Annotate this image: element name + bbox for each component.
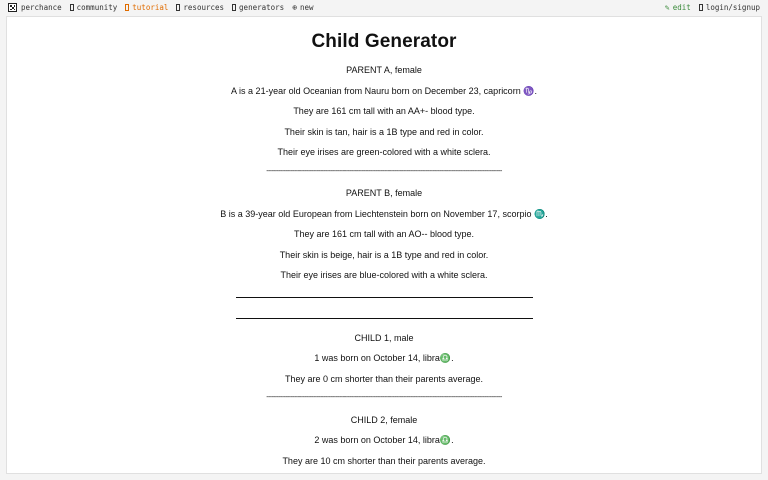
generator-output-panel	[6, 16, 762, 474]
tutorial-icon	[125, 4, 129, 11]
child-1-height: They are 0 cm shorter than their parents average.	[284, 373, 484, 384]
parent-b-intro	[7, 208, 761, 229]
nav-edit[interactable]	[665, 3, 691, 12]
generators-icon	[232, 4, 236, 11]
child-2-birth	[7, 434, 761, 455]
nav-community-label: community	[76, 3, 118, 12]
plus-circle-icon: ⊕	[292, 2, 298, 12]
nav-generators-label: generators	[239, 3, 285, 12]
solid-divider	[236, 311, 533, 332]
dice-icon	[8, 3, 17, 12]
dashed-divider: ----------------------------------------------------------------------------------------------------------------------------------------	[266, 167, 502, 175]
community-icon	[70, 4, 74, 11]
parent-b-height: They are 161 cm tall with an AO-- blood type.	[293, 229, 475, 239]
top-nav-bar	[0, 0, 768, 16]
pencil-icon: ✎	[664, 2, 670, 12]
nav-generators[interactable]	[232, 3, 284, 12]
nav-tutorial[interactable]	[125, 3, 168, 12]
nav-resources[interactable]	[176, 3, 224, 12]
child-1-heading: CHILD 1, male	[354, 332, 414, 343]
child-2-birth-text: 2 was born on October 14, libra	[314, 435, 440, 445]
period: .	[451, 435, 454, 445]
parent-a-intro	[7, 85, 761, 106]
nav-perchance-label: perchance	[21, 3, 62, 12]
dashed-divider: ----------------------------------------------------------------------------------------------------------------------------------------	[266, 394, 502, 401]
nav-tutorial-label: tutorial	[132, 3, 169, 12]
top-nav-right	[665, 3, 760, 12]
scorpio-icon: ♏	[533, 208, 546, 219]
period: .	[545, 208, 548, 219]
child-2-heading: CHILD 2, female	[350, 414, 418, 425]
libra-icon: ♎	[439, 435, 452, 445]
top-nav-left	[8, 3, 322, 12]
parent-a-eyes: Their eye irises are green-colored with a white sclera.	[277, 147, 491, 157]
nav-perchance[interactable]	[8, 3, 62, 12]
period: .	[534, 85, 537, 96]
capricorn-icon: ♑	[523, 85, 535, 96]
parent-b-intro-text: B is a 39-year old European from Liechtenstein born on November 17, scorpio	[220, 208, 532, 219]
parent-b-skin-hair: Their skin is beige, hair is a 1B type and red in color.	[279, 249, 489, 260]
parent-b-eyes: Their eye irises are blue-colored with a white sclera.	[280, 270, 488, 280]
parent-a-skin-hair: Their skin is tan, hair is a 1B type and red in color.	[284, 126, 484, 137]
nav-new[interactable]	[292, 3, 313, 12]
nav-community[interactable]	[70, 3, 118, 12]
generator-content	[7, 31, 761, 474]
libra-icon: ♎	[439, 353, 452, 363]
parent-a-intro-text: A is a 21-year old Oceanian from Nauru born on December 23, capricorn	[231, 85, 521, 96]
child-2-height: They are 10 cm shorter than their parents average.	[282, 455, 486, 466]
child-1-birth-text: 1 was born on October 14, libra	[314, 353, 440, 363]
nav-new-label: new	[300, 3, 314, 12]
child-1-birth	[7, 352, 761, 373]
page-title: Child Generator	[311, 31, 457, 52]
nav-login-label: login/signup	[705, 3, 760, 12]
resources-icon	[176, 4, 180, 11]
parent-b-heading: PARENT B, female	[345, 188, 423, 198]
parent-a-heading: PARENT A, female	[346, 65, 422, 75]
nav-login-signup[interactable]	[699, 3, 760, 12]
login-icon	[699, 4, 703, 11]
solid-divider	[236, 290, 533, 311]
nav-edit-label: edit	[672, 3, 691, 12]
parent-a-height: They are 161 cm tall with an AA+- blood type.	[293, 106, 475, 116]
period: .	[451, 353, 454, 363]
nav-resources-label: resources	[183, 3, 225, 12]
